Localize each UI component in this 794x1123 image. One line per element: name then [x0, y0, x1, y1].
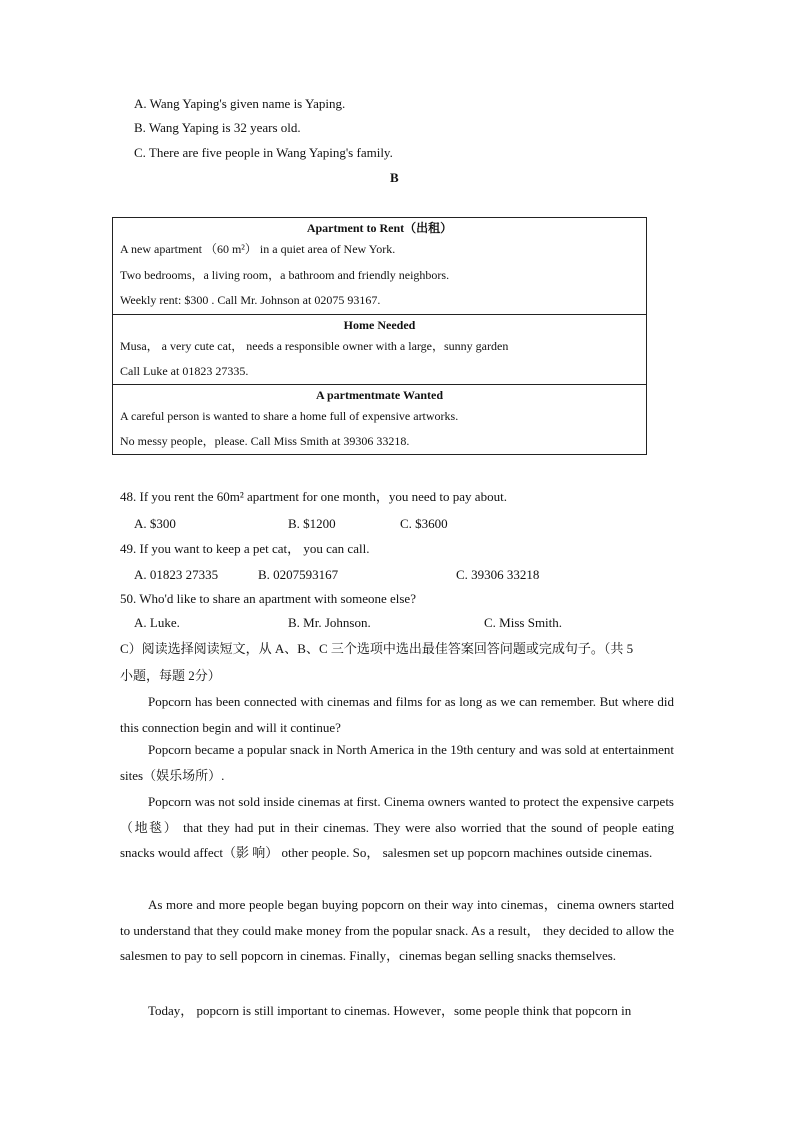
section-c-instructions-line-1: C）阅读选择阅读短文，从 A、B、C 三个选项中选出最佳答案回答问题或完成句子。（共 5 — [120, 641, 634, 656]
passage-paragraph-5: Today， popcorn is still important to cinemas. However，some people think that popcorn in — [148, 1003, 632, 1018]
question-49-option-b: B. 0207593167 — [258, 567, 339, 582]
advertisements-table — [112, 217, 647, 455]
passage-paragraph-4: As more and more people began buying popcorn on their way into cinemas，cinema owners started to understand that they could make money from the popular snack. As a result， they decided to allow the salesmen to pay to sell popcorn in cinemas. Finally，cinemas began selling snacks themselves. — [120, 897, 674, 963]
passage-paragraph-3: Popcorn was not sold inside cinemas at first. Cinema owners wanted to protect the expensive carpets（地毯） that they had put in their cinemas. They were also worried that the sound of people eating snacks would affect（影 响） other people. So， salesmen set up popcorn machines outside cinemas. — [120, 794, 674, 860]
ad-title: A partmentmate Wanted — [315, 387, 444, 402]
question-49-option-a: A. 01823 27335 — [134, 567, 219, 582]
ad-apartment-to-rent — [113, 218, 646, 315]
question-49-stem: 49. If you want to keep a pet cat， you can call. — [120, 541, 370, 556]
ad-home-needed — [113, 315, 646, 385]
ad-apartmentmate-wanted — [113, 385, 646, 454]
ad-line: A careful person is wanted to share a home full of expensive artworks. — [120, 408, 459, 423]
passage-paragraph-2: Popcorn became a popular snack in North America in the 19th century and was sold at entertainment sites（娱乐场所）. — [120, 742, 674, 783]
section-b-label: B — [390, 170, 399, 185]
ad-line: Musa， a very cute cat， needs a responsible owner with a large，sunny garden — [120, 338, 509, 353]
prev-option-a: A. Wang Yaping's given name is Yaping. — [134, 96, 346, 111]
question-48-option-a: A. $300 — [134, 516, 176, 531]
ad-line: No messy people，please. Call Miss Smith at 39306 33218. — [120, 433, 410, 448]
question-48-option-b: B. $1200 — [288, 516, 336, 531]
question-50-option-b: B. Mr. Johnson. — [288, 615, 371, 630]
prev-option-b: B. Wang Yaping is 32 years old. — [134, 120, 301, 135]
ad-line: A new apartment （60 m²） in a quiet area of New York. — [120, 242, 396, 256]
prev-option-c: C. There are five people in Wang Yaping's family. — [134, 145, 393, 160]
ad-title: Home Needed — [343, 317, 416, 332]
section-c-instructions-line-2: 小题，每题 2分） — [120, 668, 221, 683]
passage-paragraph-1: Popcorn has been connected with cinemas and films for as long as we can remember. But where did this connection begin and will it continue? — [120, 694, 674, 735]
question-49-option-c: C. 39306 33218 — [456, 567, 540, 582]
ad-line: Weekly rent: $300 . Call Mr. Johnson at 02075 93167. — [120, 293, 381, 307]
ad-line: Call Luke at 01823 27335. — [120, 363, 249, 378]
ad-title: Apartment to Rent（出租） — [306, 221, 453, 235]
question-48-stem: 48. If you rent the 60m² apartment for one month，you need to pay about. — [120, 489, 507, 504]
question-50-option-a: A. Luke. — [134, 615, 180, 630]
question-50-option-c: C. Miss Smith. — [484, 615, 563, 630]
ad-line: Two bedrooms，a living room，a bathroom and friendly neighbors. — [120, 267, 450, 282]
question-50-stem: 50. Who'd like to share an apartment with someone else? — [120, 591, 416, 606]
question-48-option-c: C. $3600 — [400, 516, 448, 531]
